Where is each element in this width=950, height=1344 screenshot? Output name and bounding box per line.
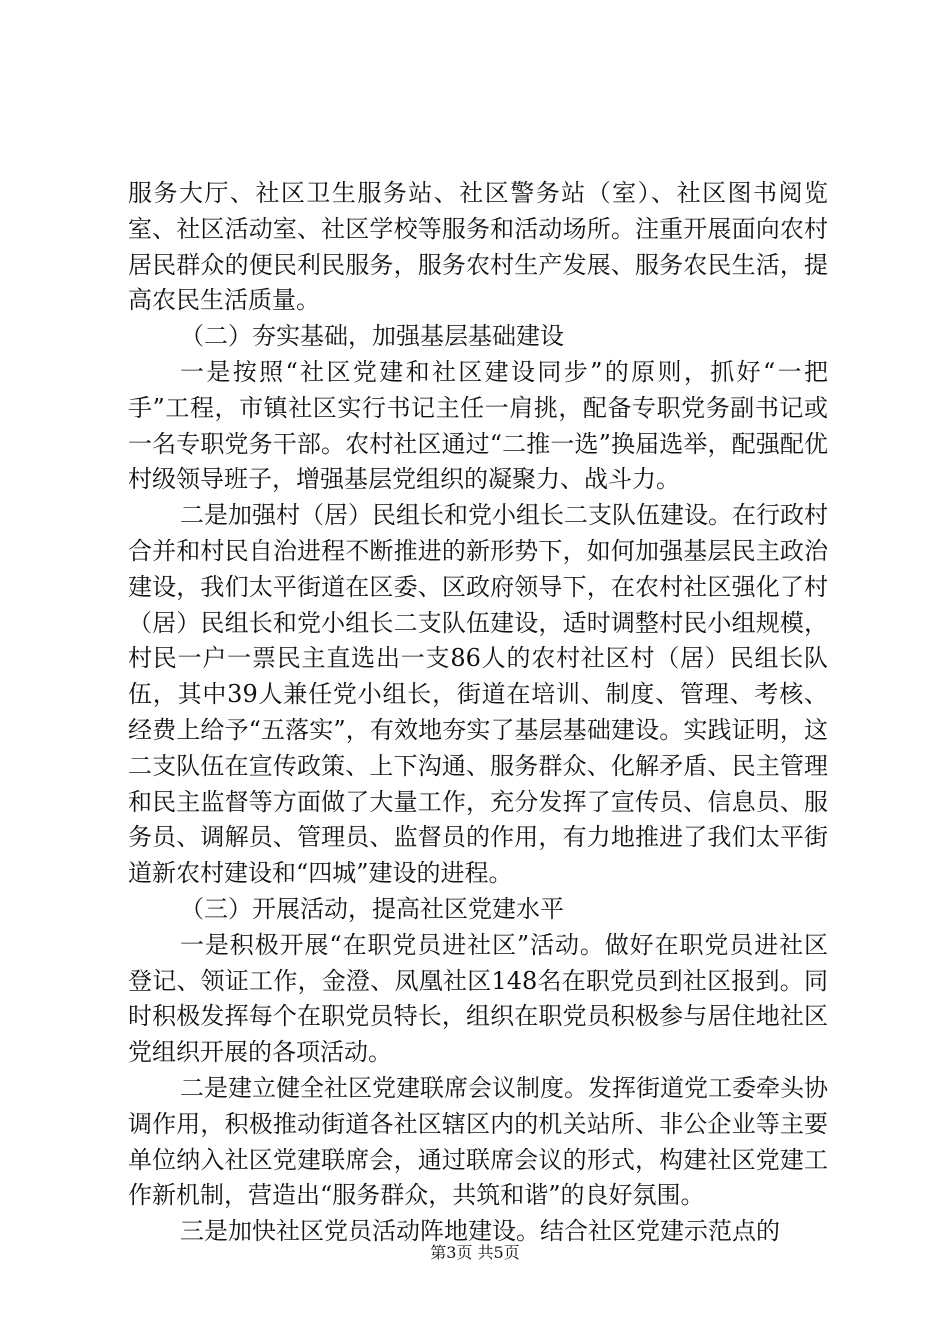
paragraph: 二是建立健全社区党建联席会议制度。发挥街道党工委牵头协调作用，积极推动街道各社区辖区内的机关站所、非公企业等主要单位纳入社区党建联席会，通过联席会议的形式，构建社区党建工作新机制，营造出“服务群众，共筑和谐”的良好氛围。 xyxy=(128,1073,828,1210)
paragraph: 三是加快社区党员活动阵地建设。结合社区党建示范点的 xyxy=(180,1217,780,1246)
paragraph: 一是按照“社区党建和社区建设同步”的原则，抓好“一把手”工程，市镇社区实行书记主任一肩挑，配备专职党务副书记或一名专职党务干部。农村社区通过“二推一选”换届选举，配强配优村级领导班子，增强基层党组织的凝聚力、战斗力。 xyxy=(128,357,828,494)
section-heading-2: （二）夯实基础，加强基层基础建设 xyxy=(180,322,564,351)
document-body xyxy=(128,176,828,1250)
paragraph: 一是积极开展“在职党员进社区”活动。做好在职党员进社区登记、领证工作，金澄、凤凰社区148名在职党员到社区报到。同时积极发挥每个在职党员特长，组织在职党员积极参与居住地社区党组织开展的各项活动。 xyxy=(128,930,828,1067)
paragraph-continuation: 服务大厅、社区卫生服务站、社区警务站（室）、社区图书阅览室、社区活动室、社区学校等服务和活动场所。注重开展面向农村居民群众的便民利民服务，服务农村生产发展、服务农民生活，提高农民生活质量。 xyxy=(128,179,828,315)
page-number: 第3页 共5页 xyxy=(430,1243,520,1262)
page-footer xyxy=(0,1243,950,1263)
section-heading-3: （三）开展活动，提高社区党建水平 xyxy=(180,894,564,923)
paragraph: 二是加强村（居）民组长和党小组长二支队伍建设。在行政村合并和村民自治进程不断推进的新形势下，如何加强基层民主政治建设，我们太平街道在区委、区政府领导下，在农村社区强化了村（居）民组长和党小组长二支队伍建设，适时调整村民小组规模，村民一户一票民主直选出一支86人的农村社区村（居）民组长队伍，其中39人兼任党小组长，街道在培训、制度、管理、考核、经费上给予“五落实”，有效地夯实了基层基础建设。实践证明，这二支队伍在宣传政策、上下沟通、服务群众、化解矛盾、民主管理和民主监督等方面做了大量工作，充分发挥了宣传员、信息员、服务员、调解员、管理员、监督员的作用，有力地推进了我们太平街道新农村建设和“四城”建设的进程。 xyxy=(128,501,828,888)
